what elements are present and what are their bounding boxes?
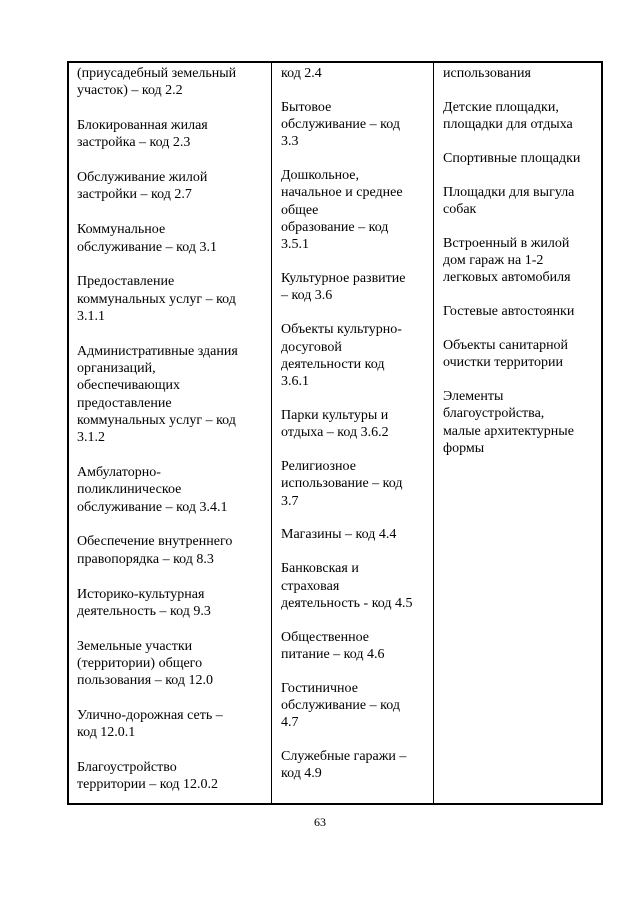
table-cell: Обеспечение внутреннего правопорядка – код 8.3 [77, 534, 233, 567]
table-cell: Банковская и страховая деятельность - код 4.5 [281, 561, 413, 611]
table-cell: использования [443, 66, 531, 81]
land-use-table [67, 61, 603, 805]
table-cell: Объекты культурно- досуговой деятельности код 3.6.1 [281, 322, 402, 390]
table-cell: Магазины – код 4.4 [281, 527, 397, 543]
table-cell: Бытовое обслуживание – код 3.3 [281, 99, 400, 150]
table-cell: Элементы благоустройства, малые архитектурные формы [443, 389, 574, 456]
table-cell: (приусадебный земельный участок) – код 2.2 [77, 66, 237, 99]
table-cell: Культурное развитие – код 3.6 [281, 271, 406, 304]
table-cell: Земельные участки (территории) общего пользования – код 12.0 [77, 638, 214, 689]
page-number: 63 [314, 815, 326, 829]
table-cell: Объекты санитарной очистки территории [443, 337, 569, 371]
table-cell: Благоустройство территории – код 12.0.2 [77, 760, 219, 793]
table-cell: Гостевые автостоянки [443, 304, 575, 320]
table-cell: Улично-дорожная сеть – код 12.0.1 [77, 708, 223, 741]
table-cell: Встроенный в жилой дом гараж на 1-2 легковых автомобиля [443, 235, 571, 286]
table-cell: Историко-культурная деятельность – код 9.3 [77, 586, 211, 619]
table-cell: Парки культуры и отдыха – код 3.6.2 [281, 407, 389, 441]
table-cell: Административные здания организаций, обеспечивающих предоставление коммунальных услуг – код 3.1.2 [77, 343, 238, 446]
table-cell: Предоставление коммунальных услуг – код 3.1.1 [77, 274, 236, 324]
table-cell: Общественное питание – код 4.6 [281, 629, 385, 662]
table-cell: Детские площадки, площадки для отдыха [443, 99, 573, 133]
table-cell: Блокированная жилая застройка – код 2.3 [77, 118, 208, 151]
table-cell: Служебные гаражи – код 4.9 [281, 749, 407, 782]
table-column-main-uses [69, 63, 272, 803]
table-cell: Спортивные площадки [443, 150, 581, 166]
table-cell: Коммунальное обслуживание – код 3.1 [77, 222, 217, 255]
table-column-conditional-uses [272, 63, 434, 803]
table-cell: Амбулаторно- поликлиническое обслуживание – код 3.4.1 [77, 465, 228, 515]
table-cell: Религиозное использование – код 3.7 [281, 459, 403, 509]
table-cell: Обслуживание жилой застройки – код 2.7 [77, 170, 208, 203]
table-cell: код 2.4 [281, 66, 322, 81]
table-cell: Площадки для выгула собак [443, 184, 575, 217]
table-cell: Гостиничное обслуживание – код 4.7 [281, 680, 400, 731]
table-column-auxiliary-uses [434, 63, 601, 803]
table-cell: Дошкольное, начальное и среднее общее образование – код 3.5.1 [281, 168, 403, 253]
